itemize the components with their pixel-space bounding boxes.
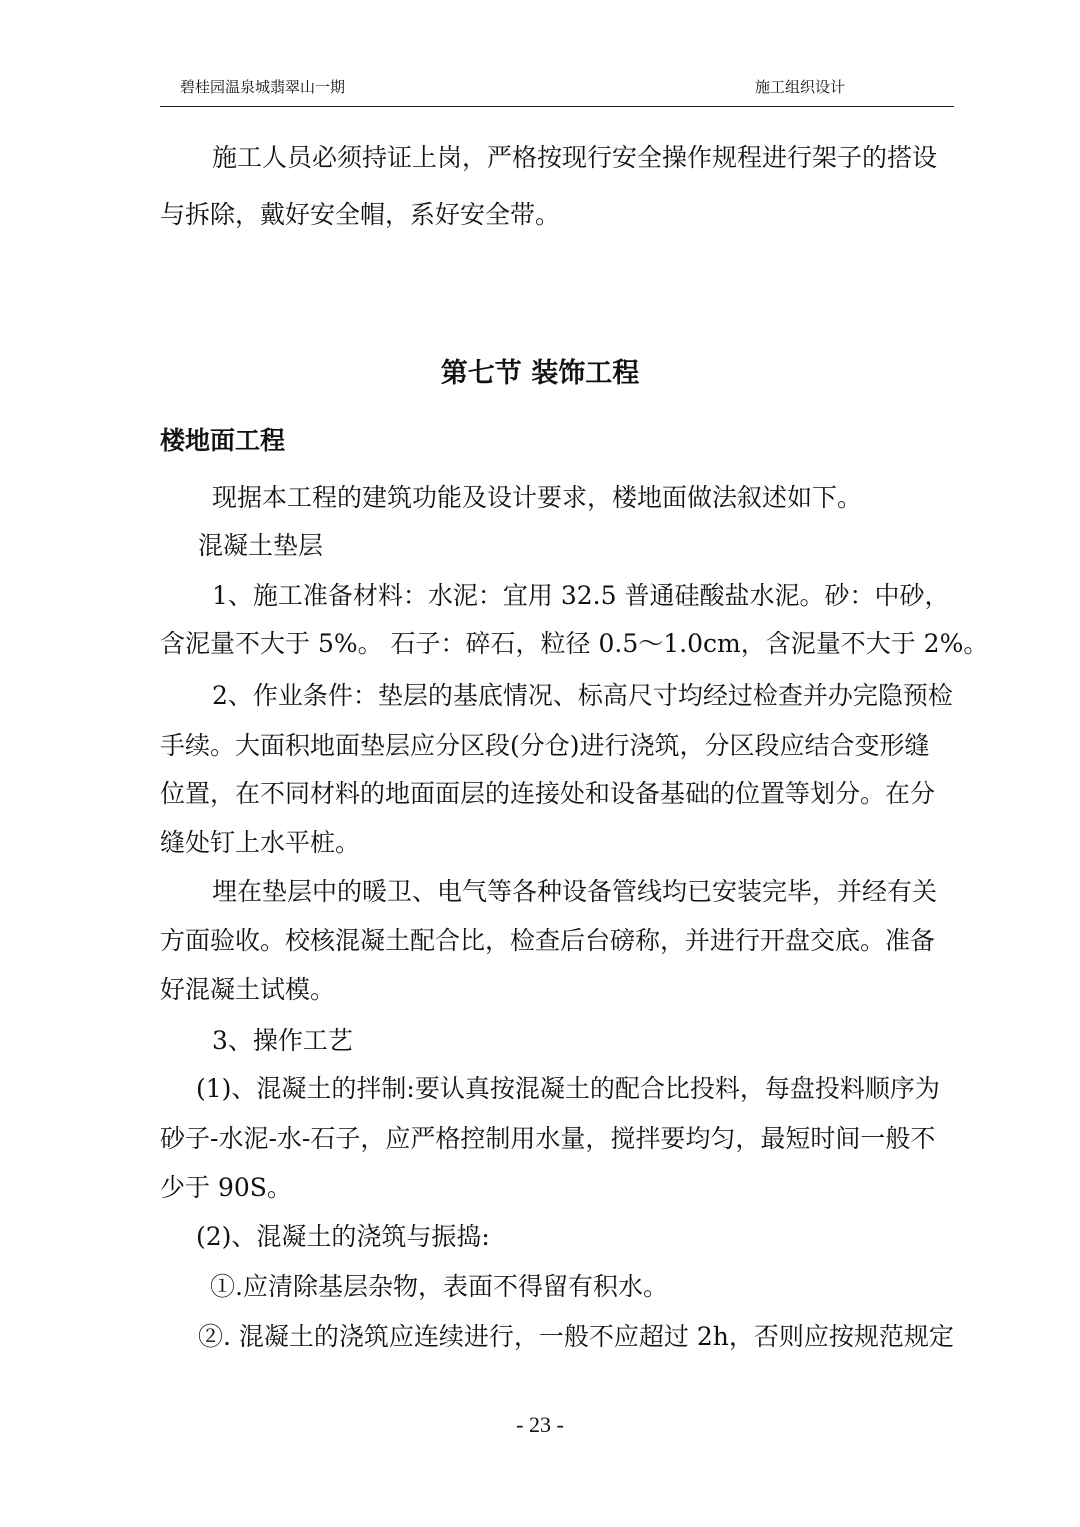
page-header xyxy=(160,76,954,107)
paragraph-line: 方面验收。校核混凝土配合比，检查后台磅称，并进行开盘交底。准备 xyxy=(160,926,936,955)
paragraph-line: 与拆除，戴好安全帽，系好安全带。 xyxy=(160,200,561,229)
paragraph-line: 施工人员必须持证上岗，严格按现行安全操作规程进行架子的搭设 xyxy=(212,143,938,172)
paragraph-line: ②. 混凝土的浇筑应连续进行，一般不应超过 2h，否则应按规范规定 xyxy=(198,1322,954,1351)
paragraph-line: (1)、混凝土的拌制:要认真按混凝土的配合比投料，每盘投料顺序为 xyxy=(196,1074,940,1103)
paragraph-line: 现据本工程的建筑功能及设计要求，楼地面做法叙述如下。 xyxy=(212,483,863,512)
paragraph-line: 位置，在不同材料的地面面层的连接处和设备基础的位置等划分。在分 xyxy=(160,779,936,808)
paragraph-line: 混凝土垫层 xyxy=(198,531,324,560)
paragraph-line: 手续。大面积地面垫层应分区段(分仓)进行浇筑，分区段应结合变形缝 xyxy=(160,731,930,760)
header-doc-type: 施工组织设计 xyxy=(755,78,846,96)
paragraph-line: 少于 90S。 xyxy=(160,1173,292,1202)
paragraph-line: (2)、混凝土的浇筑与振捣: xyxy=(196,1222,490,1251)
paragraph-line: ①.应清除基层杂物，表面不得留有积水。 xyxy=(210,1272,668,1301)
paragraph-line: 埋在垫层中的暖卫、电气等各种设备管线均已安装完毕，并经有关 xyxy=(212,877,938,906)
paragraph-line: 1、施工准备材料：水泥：宜用 32.5 普通硅酸盐水泥。砂：中砂， xyxy=(212,581,950,610)
subheading: 楼地面工程 xyxy=(160,426,286,455)
paragraph-line: 含泥量不大于 5%。 石子：碎石，粒径 0.5～1.0cm，含泥量不大于 2%。 xyxy=(160,629,989,658)
paragraph-line: 砂子-水泥-水-石子，应严格控制用水量，搅拌要均匀，最短时间一般不 xyxy=(160,1124,936,1153)
paragraph-line: 好混凝土试模。 xyxy=(160,975,336,1004)
page-number: - 23 - xyxy=(516,1412,564,1437)
header-project-name: 碧桂园温泉城翡翠山一期 xyxy=(180,78,346,96)
paragraph-line: 3、操作工艺 xyxy=(212,1026,353,1055)
section-title: 第七节 装饰工程 xyxy=(440,358,640,389)
paragraph-line: 缝处钉上水平桩。 xyxy=(160,828,361,857)
paragraph-line: 2、作业条件：垫层的基底情况、标高尺寸均经过检查并办完隐预检 xyxy=(212,681,953,710)
